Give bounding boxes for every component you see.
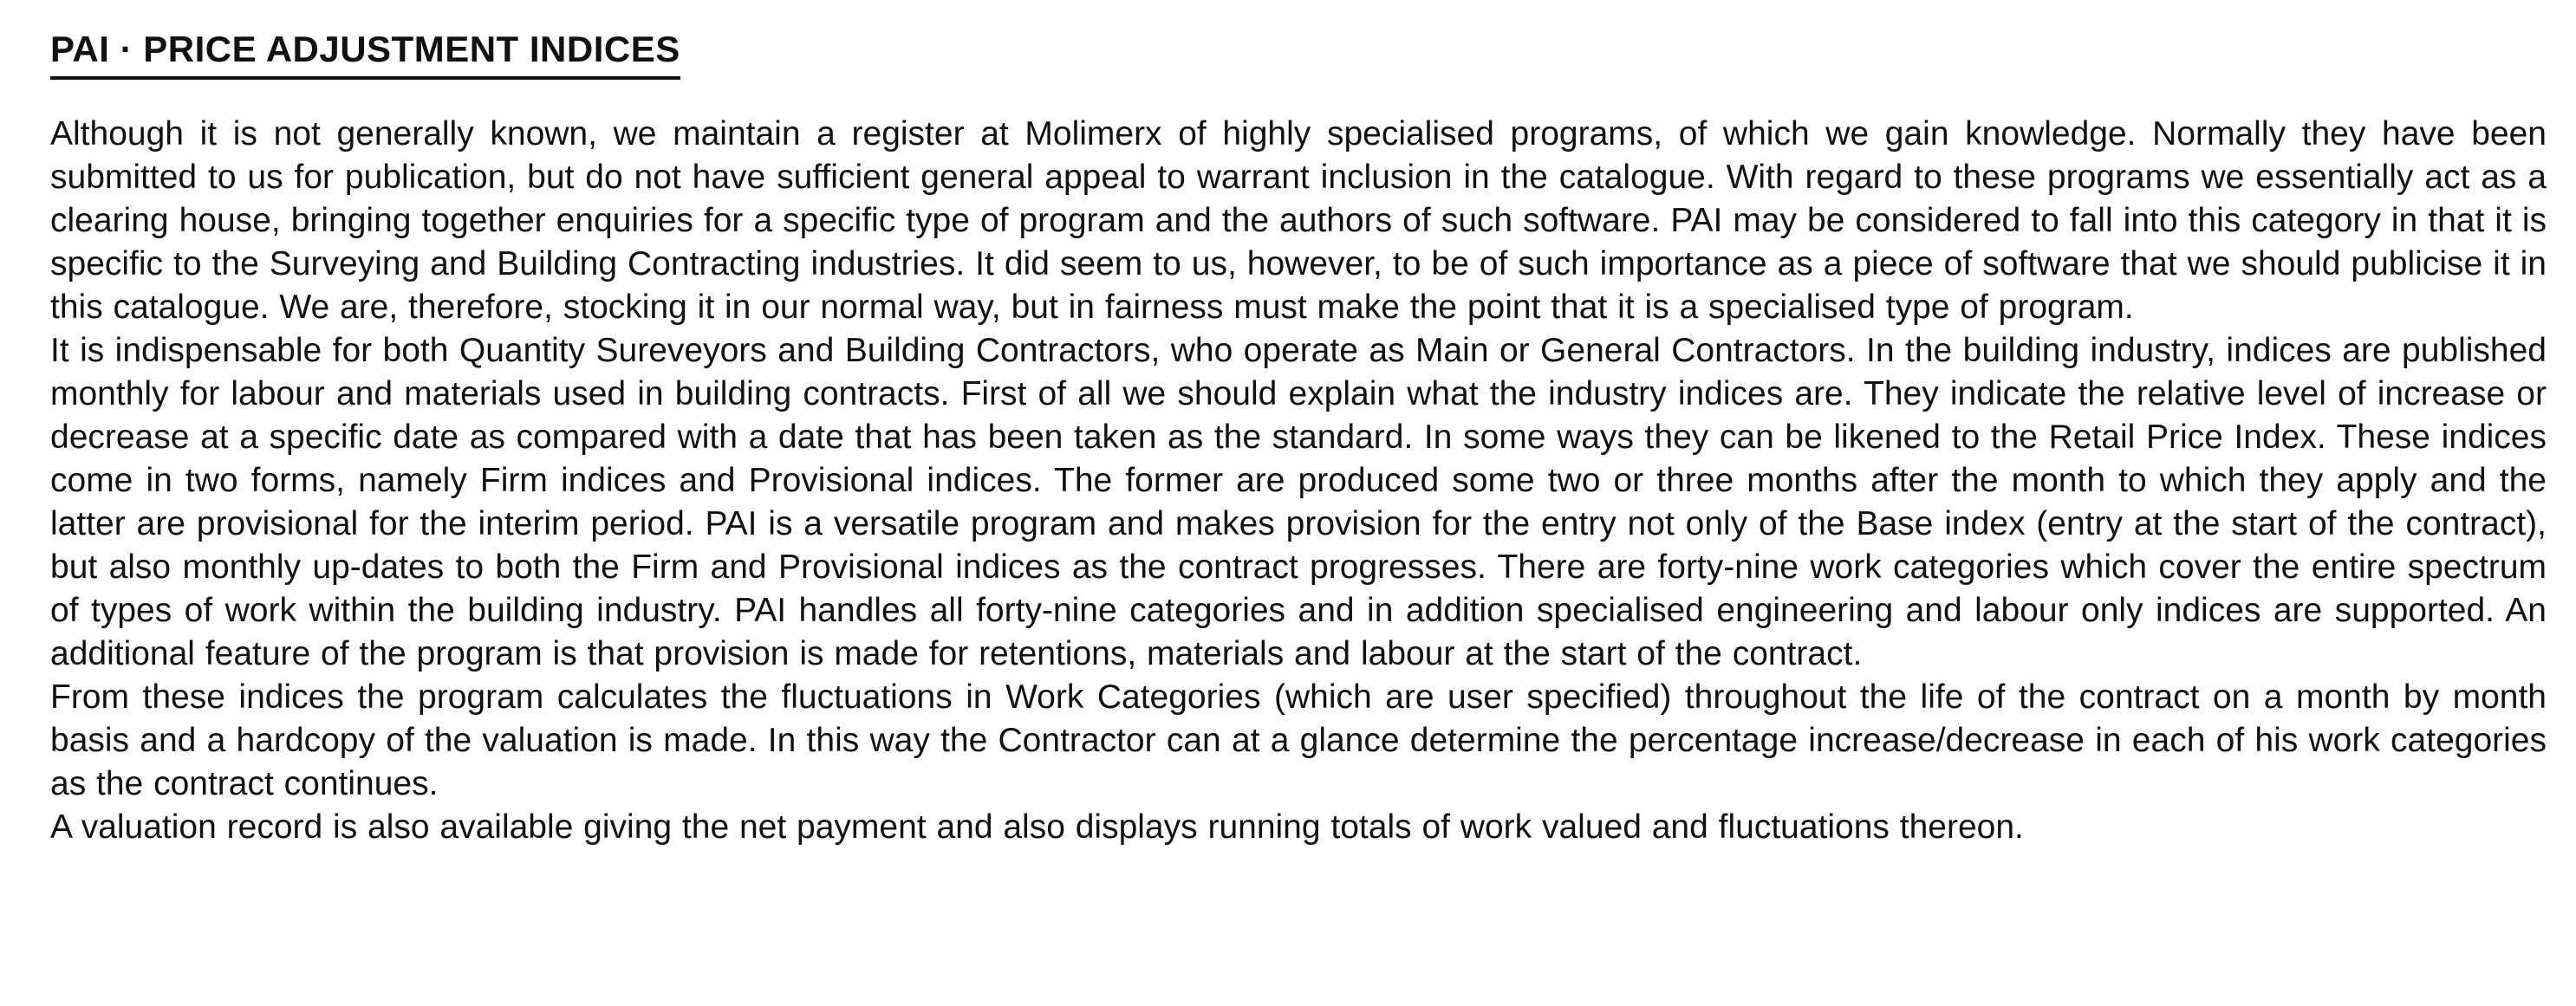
paragraph-intro: Although it is not generally known, we maintain a register at Molimerx of highly specialised programs, of which we gain knowledge. Normally they have been submitted to us for publication, but do not have sufficient general appeal to warrant inclusion in the catalogue. With regard to these programs we essentially act as a clearing house, bringing together enquiries for a specific type of program and the authors of such software. PAI may be considered to fall into this category in that it is specific to the Surveying and Building Contracting industries. It did seem to us, however, to be of such importance as a piece of software that we should publicise it in this catalogue. We are, therefore, stocking it in our normal way, but in fairness must make the point that it is a specialised type of program. [50,115,2547,326]
paragraph-fluctuations: From these indices the program calculates the fluctuations in Work Categories (which are user specified) throughout the life of the contract on a month by month basis and a hardcopy of the valuation is made. In this way the Contractor can at a glance determine the percentage increase/decrease in each of his work categories as the contract continues. [50,678,2547,802]
page-title: PAI · PRICE ADJUSTMENT INDICES [50,24,680,80]
paragraph-indices: It is indispensable for both Quantity Sureveyors and Building Contractors, who operate as Main or General Contractors. In the building industry, indices are published monthly for labour and materials used in building contracts. First of all we should explain what the industry indices are. They indicate the relative level of increase or decrease at a specific date as compared with a date that has been taken as the standard. In some ways they can be likened to the Retail Price Index. These indices come in two forms, namely Firm indices and Provisional indices. The former are produced some two or three months after the month to which they apply and the latter are provisional for the interim period. PAI is a versatile program and makes provision for the entry not only of the Base index (entry at the start of the contract), but also monthly up-dates to both the Firm and Provisional indices as the contract progresses. There are forty-nine work categories which cover the entire spectrum of types of work within the building industry. PAI handles all forty-nine categories and in addition specialised engineering and labour only indices are supported. An additional feature of the program is that provision is made for retentions, materials and labour at the start of the contract. [50,332,2547,672]
document-page [50,24,2547,849]
paragraph-valuation-record: A valuation record is also available giving the net payment and also displays running totals of work valued and fluctuations thereon. [50,808,2024,846]
